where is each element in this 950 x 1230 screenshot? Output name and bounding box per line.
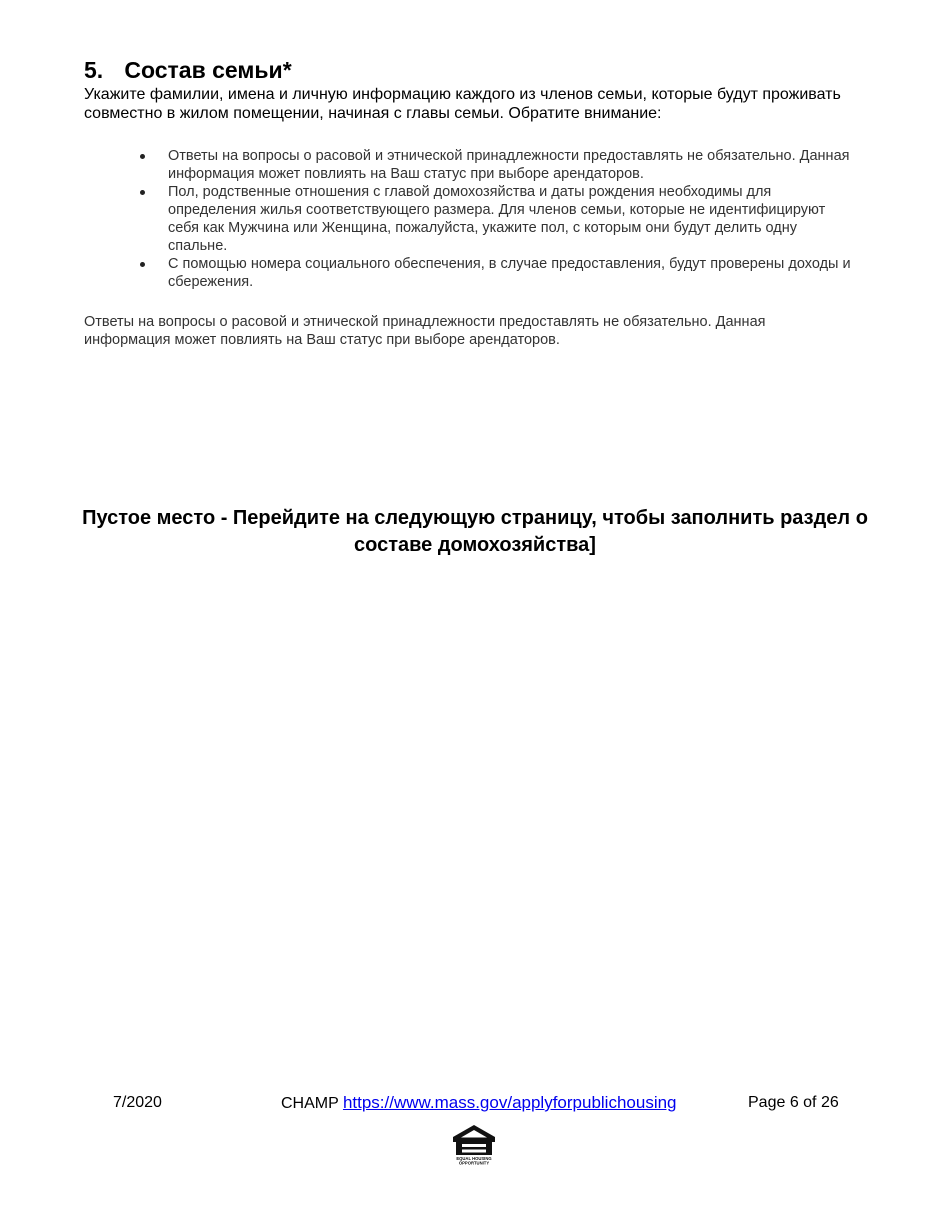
list-item xyxy=(138,147,858,183)
section-title-text: Состав семьи* xyxy=(124,57,292,83)
svg-text:EQUAL HOUSING: EQUAL HOUSING xyxy=(456,1156,492,1161)
list-item-text: Пол, родственные отношения с главой домохозяйства и даты рождения необходимы для определения жилья соответствующего размера. Для членов семьи, которые не идентифицируют себя как Мужчина или Женщина, пожалуйста, укажите пол, с которым они будут делить одну спальне. xyxy=(168,184,826,254)
footer-date: 7/2020 xyxy=(113,1094,162,1111)
list-item-text: Ответы на вопросы о расовой и этнической принадлежности предоставлять не обязательно. Данная информация может повлиять на Ваш статус при выборе арендаторов. xyxy=(168,148,850,182)
page-number: Page 6 of 26 xyxy=(748,1094,839,1111)
equal-housing-opportunity-icon xyxy=(450,1124,498,1166)
race-ethnicity-note: Ответы на вопросы о расовой и этнической принадлежности предоставлять не обязательно. Данная информация может повлиять на Ваш статус при выборе арендаторов. xyxy=(84,314,766,348)
section-title xyxy=(84,56,292,84)
section-number: 5. xyxy=(84,57,104,83)
apply-link[interactable]: https://www.mass.gov/applyforpublichousing xyxy=(342,1093,677,1112)
svg-text:OPPORTUNITY: OPPORTUNITY xyxy=(458,1160,490,1166)
blank-page-notice: Пустое место - Перейдите на следующую страницу, чтобы заполнить раздел о составе домохозяйства] xyxy=(82,507,868,556)
footer-center xyxy=(281,1093,677,1114)
bullet-icon xyxy=(140,262,145,267)
bullet-icon xyxy=(140,154,145,159)
footer-program: CHAMP xyxy=(281,1095,339,1112)
bullet-icon xyxy=(140,190,145,195)
instructions-list xyxy=(138,147,858,291)
list-item-text: С помощью номера социального обеспечения, в случае предоставления, будут проверены доходы и сбережения. xyxy=(168,256,851,290)
section-intro: Укажите фамилии, имена и личную информацию каждого из членов семьи, которые будут проживать совместно в жилом помещении, начиная с главы семьи. Обратите внимание: xyxy=(84,86,841,122)
page-footer xyxy=(0,1093,950,1115)
list-item xyxy=(138,183,858,255)
list-item xyxy=(138,255,858,291)
